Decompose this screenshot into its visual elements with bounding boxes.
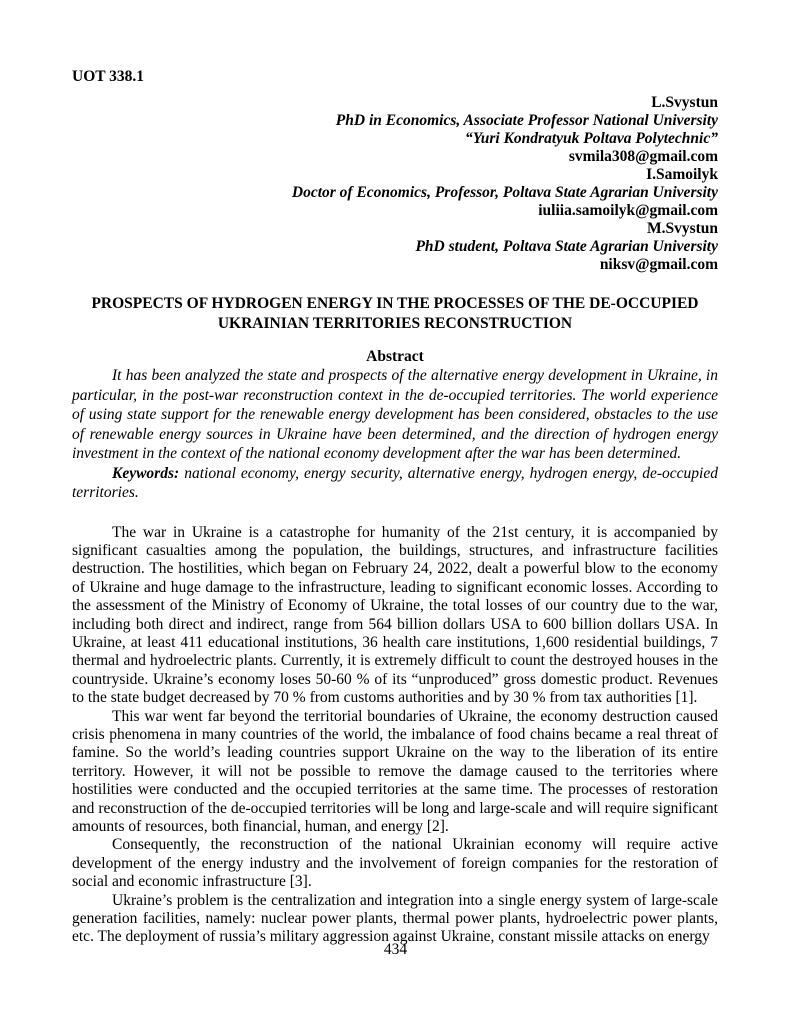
author-name: I.Samoilyk: [646, 165, 718, 183]
author-name: M.Svystun: [646, 219, 718, 237]
body-text: [72, 524, 718, 947]
author-name: L.Svystun: [651, 93, 718, 111]
body-paragraph: This war went far beyond the territorial boundaries of Ukraine, the economy destruction caused crisis phenomena in many countries of the world, the imbalance of food chains became a real threat of famine. So the world’s leading countries support Ukraine on the way to the liberation of its entire territory. However, it will not be possible to remove the damage caused to the territories where hostilities were conducted and the occupied territories at the same time. The processes of restoration and reconstruction of the de-occupied territories will be long and large-scale and will require significant amounts of resources, both financial, human, and energy [2].: [72, 707, 718, 835]
author-affiliation: PhD in Economics, Associate Professor National University: [335, 111, 718, 129]
paper-title: PROSPECTS OF HYDROGEN ENERGY IN THE PROCESSES OF THE DE-OCCUPIED UKRAINIAN TERRITORIES RECONSTRUCTION: [91, 294, 699, 332]
keywords-line: [72, 464, 718, 503]
body-paragraph: The war in Ukraine is a catastrophe for humanity of the 21st century, it is accompanied by significant casualties among the population, the buildings, structures, and infrastructure facilities destruction. The hostilities, which began on February 24, 2022, dealt a powerful blow to the economy of Ukraine and huge damage to the infrastructure, leading to significant economic losses. According to the assessment of the Ministry of Economy of Ukraine, the total losses of our country due to the war, including both direct and indirect, range from 564 billion dollars USA to 600 billion dollars USA. In Ukraine, at least 411 educational institutions, 36 health care institutions, 1,600 residential buildings, 7 thermal and hydroelectric plants. Currently, it is extremely difficult to count the destroyed houses in the countryside. Ukraine’s economy loses 50-60 % of its “unproduced” gross domestic product. Revenues to the state budget decreased by 70 % from customs authorities and by 30 % from tax authorities [1].: [72, 523, 718, 707]
abstract-heading: Abstract: [366, 347, 424, 365]
page-number: 434: [383, 941, 408, 958]
keywords-label: Keywords:: [112, 464, 180, 482]
author-email: niksv@gmail.com: [599, 255, 718, 273]
author-affiliation: “Yuri Kondratyuk Poltava Polytechnic”: [464, 129, 718, 147]
abstract-text: It has been analyzed the state and prospects of the alternative energy development in Ukraine, in particular, in the post-war reconstruction context in the de-occupied territories. The world experience of using state support for the renewable energy development has been considered, obstacles to the use of renewable energy sources in Ukraine have been determined, and the direction of hydrogen energy investment in the context of the national economy development after the war has been determined.: [72, 367, 718, 462]
author-email: iuliia.samoilyk@gmail.com: [538, 201, 718, 219]
keywords-text: national economy, energy security, alternative energy, hydrogen energy, de-occupied territories.: [72, 464, 718, 501]
author-block: [72, 94, 718, 274]
author-affiliation: PhD student, Poltava State Agrarian University: [415, 237, 718, 255]
author-affiliation: Doctor of Economics, Professor, Poltava State Agrarian University: [291, 183, 718, 201]
udc-code: UOT 338.1: [72, 68, 145, 85]
body-paragraph: Consequently, the reconstruction of the national Ukrainian economy will require active development of the energy industry and the involvement of foreign companies for the restoration of social and economic infrastructure [3].: [72, 836, 718, 891]
author-email: svmila308@gmail.com: [568, 147, 718, 165]
body-paragraph: Ukraine’s problem is the centralization and integration into a single energy system of large-scale generation facilities, namely: nuclear power plants, thermal power plants, hydroelectric power plants, etc. The deployment of russia’s military aggression against Ukraine, constant missile attacks on energy: [72, 891, 718, 946]
